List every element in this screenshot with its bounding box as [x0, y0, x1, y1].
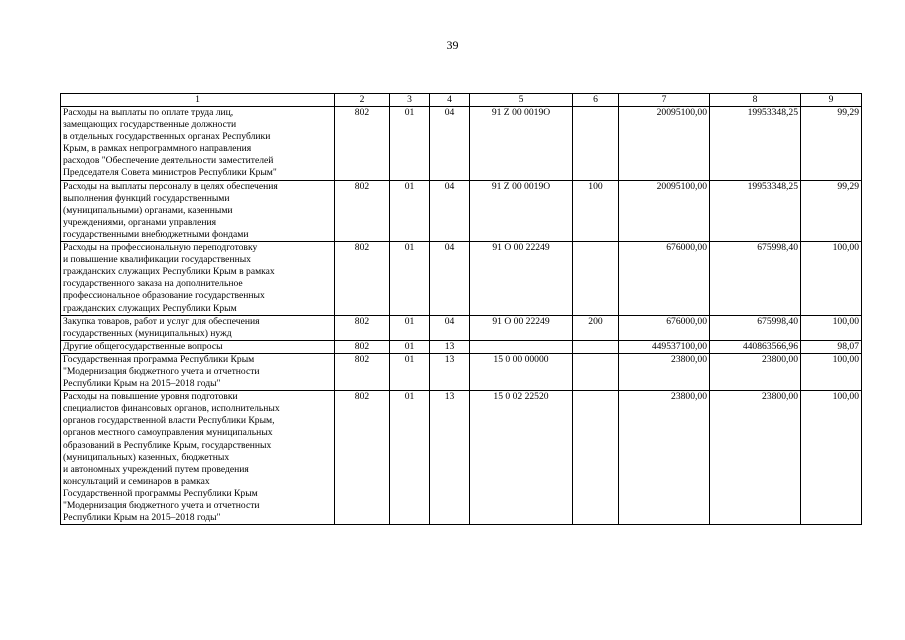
- planned-amount: 20095100,00: [619, 107, 710, 181]
- execution-percent: 100,00: [801, 391, 862, 525]
- target-article-code: [470, 340, 573, 353]
- ministry-code: 802: [335, 242, 390, 316]
- budget-table: [60, 93, 862, 525]
- expense-name: Другие общегосударственные вопросы: [61, 340, 335, 353]
- planned-amount: 676000,00: [619, 315, 710, 340]
- subsection-code: 04: [430, 107, 470, 181]
- column-header: 6: [573, 94, 619, 107]
- target-article-code: 91 Z 00 0019O: [470, 107, 573, 181]
- ministry-code: 802: [335, 340, 390, 353]
- actual-amount: 675998,40: [710, 242, 801, 316]
- section-code: 01: [390, 107, 430, 181]
- table-row: [61, 242, 862, 316]
- table-row: [61, 180, 862, 241]
- section-code: 01: [390, 242, 430, 316]
- table-row: [61, 107, 862, 181]
- expense-type-code: [573, 242, 619, 316]
- planned-amount: 676000,00: [619, 242, 710, 316]
- column-header: 9: [801, 94, 862, 107]
- page-number: 39: [446, 38, 459, 52]
- target-article-code: 15 0 00 00000: [470, 353, 573, 390]
- execution-percent: 100,00: [801, 315, 862, 340]
- actual-amount: 675998,40: [710, 315, 801, 340]
- expense-type-code: [573, 340, 619, 353]
- subsection-code: 04: [430, 242, 470, 316]
- section-code: 01: [390, 340, 430, 353]
- execution-percent: 99,29: [801, 107, 862, 181]
- target-article-code: 91 O 00 22249: [470, 315, 573, 340]
- planned-amount: 449537100,00: [619, 340, 710, 353]
- ministry-code: 802: [335, 180, 390, 241]
- subsection-code: 04: [430, 315, 470, 340]
- actual-amount: 23800,00: [710, 353, 801, 390]
- planned-amount: 23800,00: [619, 391, 710, 525]
- expense-name: Расходы на выплаты по оплате труда лиц, замещающих государственные должности в отдельных государственных органах Республики Крым, в рамках непрограммного направления расходов "Обеспечение деятельности заместителей Председателя Совета министров Республики Крым": [61, 107, 335, 181]
- subsection-code: 04: [430, 180, 470, 241]
- expense-type-code: [573, 353, 619, 390]
- section-code: 01: [390, 353, 430, 390]
- column-header: 7: [619, 94, 710, 107]
- execution-percent: 100,00: [801, 242, 862, 316]
- ministry-code: 802: [335, 353, 390, 390]
- column-header: 4: [430, 94, 470, 107]
- target-article-code: 91 O 00 22249: [470, 242, 573, 316]
- subsection-code: 13: [430, 391, 470, 525]
- table-row: [61, 315, 862, 340]
- expense-type-code: 100: [573, 180, 619, 241]
- ministry-code: 802: [335, 315, 390, 340]
- table-row: [61, 353, 862, 390]
- section-code: 01: [390, 391, 430, 525]
- expense-name: Расходы на выплаты персоналу в целях обеспечения выполнения функций государственными (муниципальными) органами, казенными учреждениями, органами управления государственными внебюджетными фондами: [61, 180, 335, 241]
- actual-amount: 440863566,96: [710, 340, 801, 353]
- expense-type-code: [573, 391, 619, 525]
- planned-amount: 20095100,00: [619, 180, 710, 241]
- column-header: 1: [61, 94, 335, 107]
- column-header: 2: [335, 94, 390, 107]
- header-row: [61, 94, 862, 107]
- expense-name: Закупка товаров, работ и услуг для обеспечения государственных (муниципальных) нужд: [61, 315, 335, 340]
- target-article-code: 91 Z 00 0019O: [470, 180, 573, 241]
- ministry-code: 802: [335, 391, 390, 525]
- execution-percent: 98,07: [801, 340, 862, 353]
- planned-amount: 23800,00: [619, 353, 710, 390]
- expense-name: Государственная программа Республики Крым "Модернизация бюджетного учета и отчетности Республики Крым на 2015–2018 годы": [61, 353, 335, 390]
- table-row: [61, 340, 862, 353]
- subsection-code: 13: [430, 340, 470, 353]
- expense-type-code: 200: [573, 315, 619, 340]
- expense-name: Расходы на повышение уровня подготовки специалистов финансовых органов, исполнительных органов государственной власти Республики Крым, органов местного самоуправления муниципальных образований в Республике Крым, государственных (муниципальных) казенных, бюджетных и автономных учреждений путем проведения консультаций и семинаров в рамках Государственной программы Республики Крым "Модернизация бюджетного учета и отчетности Республики Крым на 2015–2018 годы": [61, 391, 335, 525]
- ministry-code: 802: [335, 107, 390, 181]
- expense-name: Расходы на профессиональную переподготовку и повышение квалификации государственных гражданских служащих Республики Крым в рамках государственного заказа на дополнительное профессиональное образование государственных гражданских служащих Республики Крым: [61, 242, 335, 316]
- subsection-code: 13: [430, 353, 470, 390]
- section-code: 01: [390, 315, 430, 340]
- actual-amount: 23800,00: [710, 391, 801, 525]
- execution-percent: 99,29: [801, 180, 862, 241]
- column-header: 8: [710, 94, 801, 107]
- column-header: 5: [470, 94, 573, 107]
- table-row: [61, 391, 862, 525]
- target-article-code: 15 0 02 22520: [470, 391, 573, 525]
- section-code: 01: [390, 180, 430, 241]
- actual-amount: 19953348,25: [710, 107, 801, 181]
- expense-type-code: [573, 107, 619, 181]
- column-header: 3: [390, 94, 430, 107]
- actual-amount: 19953348,25: [710, 180, 801, 241]
- execution-percent: 100,00: [801, 353, 862, 390]
